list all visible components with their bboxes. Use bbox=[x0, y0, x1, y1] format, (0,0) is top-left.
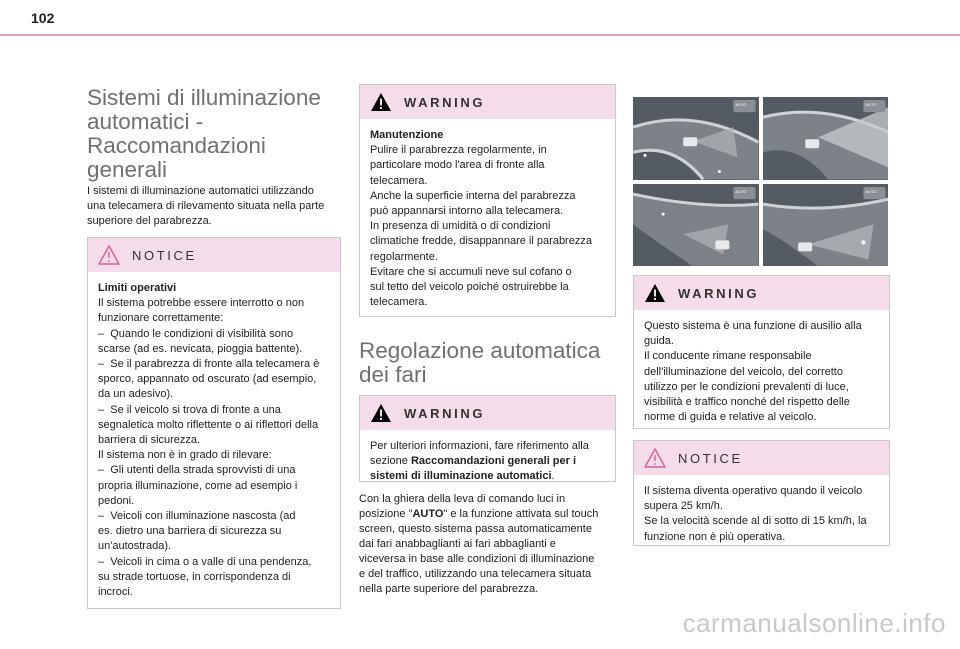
notice-line: su strade tortuose, in corrispondenza di bbox=[98, 570, 291, 583]
warning-line: guida. bbox=[644, 335, 674, 348]
warning-body bbox=[360, 430, 615, 495]
notice-line: – Gli utenti della strada sprovvisti di una bbox=[98, 464, 296, 477]
warning-line: Anche la superficie interna del parabrezza bbox=[370, 189, 576, 202]
intro-paragraph bbox=[87, 184, 347, 229]
notice-line: funzione non è più operativa. bbox=[644, 530, 786, 543]
notice-line: Il sistema potrebbe essere interrotto o non bbox=[98, 297, 305, 310]
warning-icon bbox=[370, 92, 392, 112]
warning-line: climatiche fredde, disappannare il parabrezza bbox=[370, 235, 592, 248]
warning-line: visibilità e traffico nonché del rispetto delle bbox=[644, 396, 850, 409]
intro-line: superiore del parabrezza. bbox=[87, 215, 212, 227]
paragraph-line: e del traffico, utilizzando una telecamera situata bbox=[359, 568, 592, 580]
warning-box-reference bbox=[359, 395, 616, 482]
notice-line: propria illuminazione, come ad esempio i bbox=[98, 479, 298, 492]
illustration-panel-oncoming bbox=[633, 184, 759, 267]
intro-line: I sistemi di illuminazione automatici utilizzando bbox=[87, 185, 314, 197]
warning-line: Pulire il parabrezza regolarmente, in bbox=[370, 144, 547, 157]
notice-icon bbox=[644, 448, 666, 468]
warning-body bbox=[360, 119, 615, 320]
warning-line: dell'illuminazione del veicolo, del corretto bbox=[644, 365, 843, 378]
warning-line: regolarmente. bbox=[370, 250, 438, 263]
paragraph-text: " e la funzione attivata sul touch bbox=[443, 508, 599, 520]
paragraph-line: nella parte superiore del parabrezza. bbox=[359, 583, 539, 595]
notice-line: – Se il parabrezza di fronte alla telecamera è bbox=[98, 358, 320, 371]
warning-line: Per ulteriori informazioni, fare riferimento alla bbox=[370, 440, 589, 452]
title-line: Sistemi di illuminazione bbox=[87, 85, 321, 110]
notice-title: Limiti operativi bbox=[98, 282, 177, 294]
illustration-panel-following bbox=[763, 184, 889, 267]
auto-badge-text: AUTO bbox=[864, 102, 876, 108]
page-number: 102 bbox=[31, 10, 55, 26]
warning-line: norme di guida e relative al veicolo. bbox=[644, 411, 817, 424]
warning-icon bbox=[644, 283, 666, 303]
auto-badge-text: AUTO bbox=[735, 188, 747, 194]
warning-line: Evitare che si accumuli neve sul cofano o bbox=[370, 265, 572, 278]
notice-icon bbox=[98, 245, 120, 265]
illustration-panel-low-beam bbox=[633, 97, 759, 180]
warning-label: WARNING bbox=[678, 285, 760, 301]
paragraph-line bbox=[359, 507, 621, 522]
notice-body bbox=[88, 272, 340, 610]
notice-line: Il sistema diventa operativo quando il veicolo bbox=[644, 485, 863, 497]
warning-line: utilizzo per le condizioni prevalenti di luce, bbox=[644, 380, 849, 393]
notice-line: Se la velocità scende al di sotto di 15 km/h, la bbox=[644, 515, 867, 528]
notice-line: – Veicoli con illuminazione nascosta (ad bbox=[98, 510, 296, 523]
notice-line: – Veicoli in cima o a valle di una pendenza, bbox=[98, 555, 312, 568]
notice-line: un'autostrada). bbox=[98, 540, 172, 553]
title-line: generali bbox=[87, 157, 168, 182]
warning-text: sezione bbox=[370, 455, 411, 468]
notice-header bbox=[634, 441, 889, 475]
warning-line: In presenza di umidità o di condizioni bbox=[370, 220, 551, 233]
auto-paragraph bbox=[359, 492, 621, 597]
warning-text: . bbox=[551, 470, 555, 483]
title-line: Regolazione automatica bbox=[359, 338, 601, 363]
warning-line bbox=[370, 469, 605, 484]
warning-body bbox=[634, 310, 889, 435]
warning-box-driver-responsibility bbox=[633, 275, 890, 429]
section-reference: Raccomandazioni generali per i bbox=[410, 455, 577, 468]
notice-line: scarse (ad es. nevicata, pioggia battente). bbox=[98, 342, 303, 355]
notice-body bbox=[634, 475, 889, 555]
notice-line: incroci. bbox=[98, 586, 133, 599]
paragraph-line: screen, questo sistema passa automaticamente bbox=[359, 523, 592, 535]
section-title-automatic-lighting bbox=[87, 86, 341, 182]
notice-line: funzionare correttamente: bbox=[98, 312, 224, 325]
warning-label: WARNING bbox=[404, 405, 486, 421]
warning-header bbox=[360, 396, 615, 430]
notice-line: – Quando le condizioni di visibilità sono bbox=[98, 327, 294, 340]
notice-line: Il sistema non è in grado di rilevare: bbox=[98, 449, 272, 462]
notice-line: pedoni. bbox=[98, 494, 135, 507]
warning-line: Il conducente rimane responsabile bbox=[644, 350, 812, 363]
section-reference: sistemi di illuminazione automatici bbox=[370, 470, 552, 483]
warning-line: Questo sistema è una funzione di ausilio alla bbox=[644, 320, 862, 332]
intro-line: una telecamera di rilevamento situata nella parte bbox=[87, 200, 325, 212]
warning-line: telecamera. bbox=[370, 296, 428, 309]
notice-label: NOTICE bbox=[132, 247, 197, 263]
paragraph-line: Con la ghiera della leva di comando luci in bbox=[359, 493, 566, 505]
header-rule bbox=[0, 34, 960, 36]
notice-box-speed bbox=[633, 440, 890, 546]
notice-line: barriera di sicurezza. bbox=[98, 434, 201, 447]
illustration-panel-high-beam bbox=[763, 97, 889, 180]
warning-line: sul tetto del veicolo poiché ostruirebbe la bbox=[370, 281, 569, 294]
notice-line: – Se il veicolo si trova di fronte a una bbox=[98, 403, 281, 416]
warning-box-maintenance bbox=[359, 84, 616, 317]
paragraph-line: viceversa in base alle condizioni di illuminazione bbox=[359, 553, 595, 565]
warning-line: può appannarsi intorno alla telecamera. bbox=[370, 205, 564, 218]
warning-line bbox=[370, 454, 605, 469]
warning-line: particolare modo l'area di fronte alla bbox=[370, 159, 545, 172]
notice-line: supera 25 km/h. bbox=[644, 500, 723, 513]
auto-badge-text: AUTO bbox=[735, 102, 747, 108]
warning-title: Manutenzione bbox=[370, 129, 444, 141]
paragraph-line: dai fari anabbaglianti ai fari abbaglianti e bbox=[359, 538, 556, 550]
notice-label: NOTICE bbox=[678, 450, 743, 466]
auto-keyword: AUTO bbox=[412, 508, 444, 520]
notice-line: segnaletica molto riflettente o ai riflettori della bbox=[98, 418, 319, 431]
watermark: carmanualsonline.info bbox=[682, 608, 946, 638]
notice-line: da un adesivo). bbox=[98, 388, 174, 401]
section-title-headlight-adjustment bbox=[359, 339, 616, 387]
warning-header bbox=[360, 85, 615, 119]
title-line: automatici - bbox=[87, 109, 204, 134]
warning-icon bbox=[370, 403, 392, 423]
warning-label: WARNING bbox=[404, 94, 486, 110]
headlight-illustration bbox=[633, 97, 888, 266]
auto-badge-text: AUTO bbox=[864, 188, 876, 194]
title-line: dei fari bbox=[359, 362, 427, 387]
notice-header bbox=[88, 238, 340, 272]
notice-line: sporco, appannato od oscurato (ad esempio, bbox=[98, 373, 317, 386]
paragraph-text: posizione " bbox=[359, 508, 413, 520]
notice-line: es. dietro una barriera di sicurezza su bbox=[98, 525, 282, 538]
notice-box-operating-limits bbox=[87, 237, 341, 609]
warning-line: telecamera. bbox=[370, 174, 428, 187]
warning-header bbox=[634, 276, 889, 310]
title-line: Raccomandazioni bbox=[87, 133, 266, 158]
